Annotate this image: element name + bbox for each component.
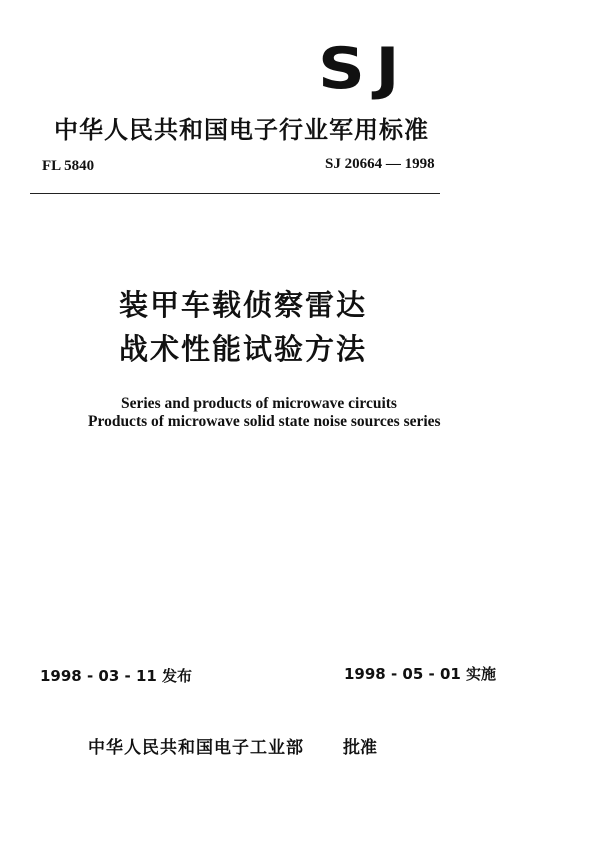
- classification-code: FL 5840: [42, 158, 95, 174]
- approval-label: 批准: [343, 738, 377, 758]
- header-divider: [30, 193, 440, 194]
- standard-number: SJ 20664 — 1998: [325, 156, 435, 172]
- english-title-line-2: Products of microwave solid state noise sources series: [88, 413, 441, 430]
- english-title-line-1: Series and products of microwave circuits: [121, 395, 397, 412]
- effective-date: 1998 - 05 - 01 实施: [344, 665, 497, 683]
- issue-date: 1998 - 03 - 11 发布: [40, 667, 193, 685]
- document-title-line-2: 战术性能试验方法: [119, 332, 368, 366]
- document-title-line-1: 装甲车载侦察雷达: [119, 288, 368, 322]
- sj-logo: SJ: [318, 34, 411, 102]
- issuing-authority: 中华人民共和国电子工业部: [88, 738, 304, 758]
- standard-series-title: 中华人民共和国电子行业军用标准: [54, 116, 429, 144]
